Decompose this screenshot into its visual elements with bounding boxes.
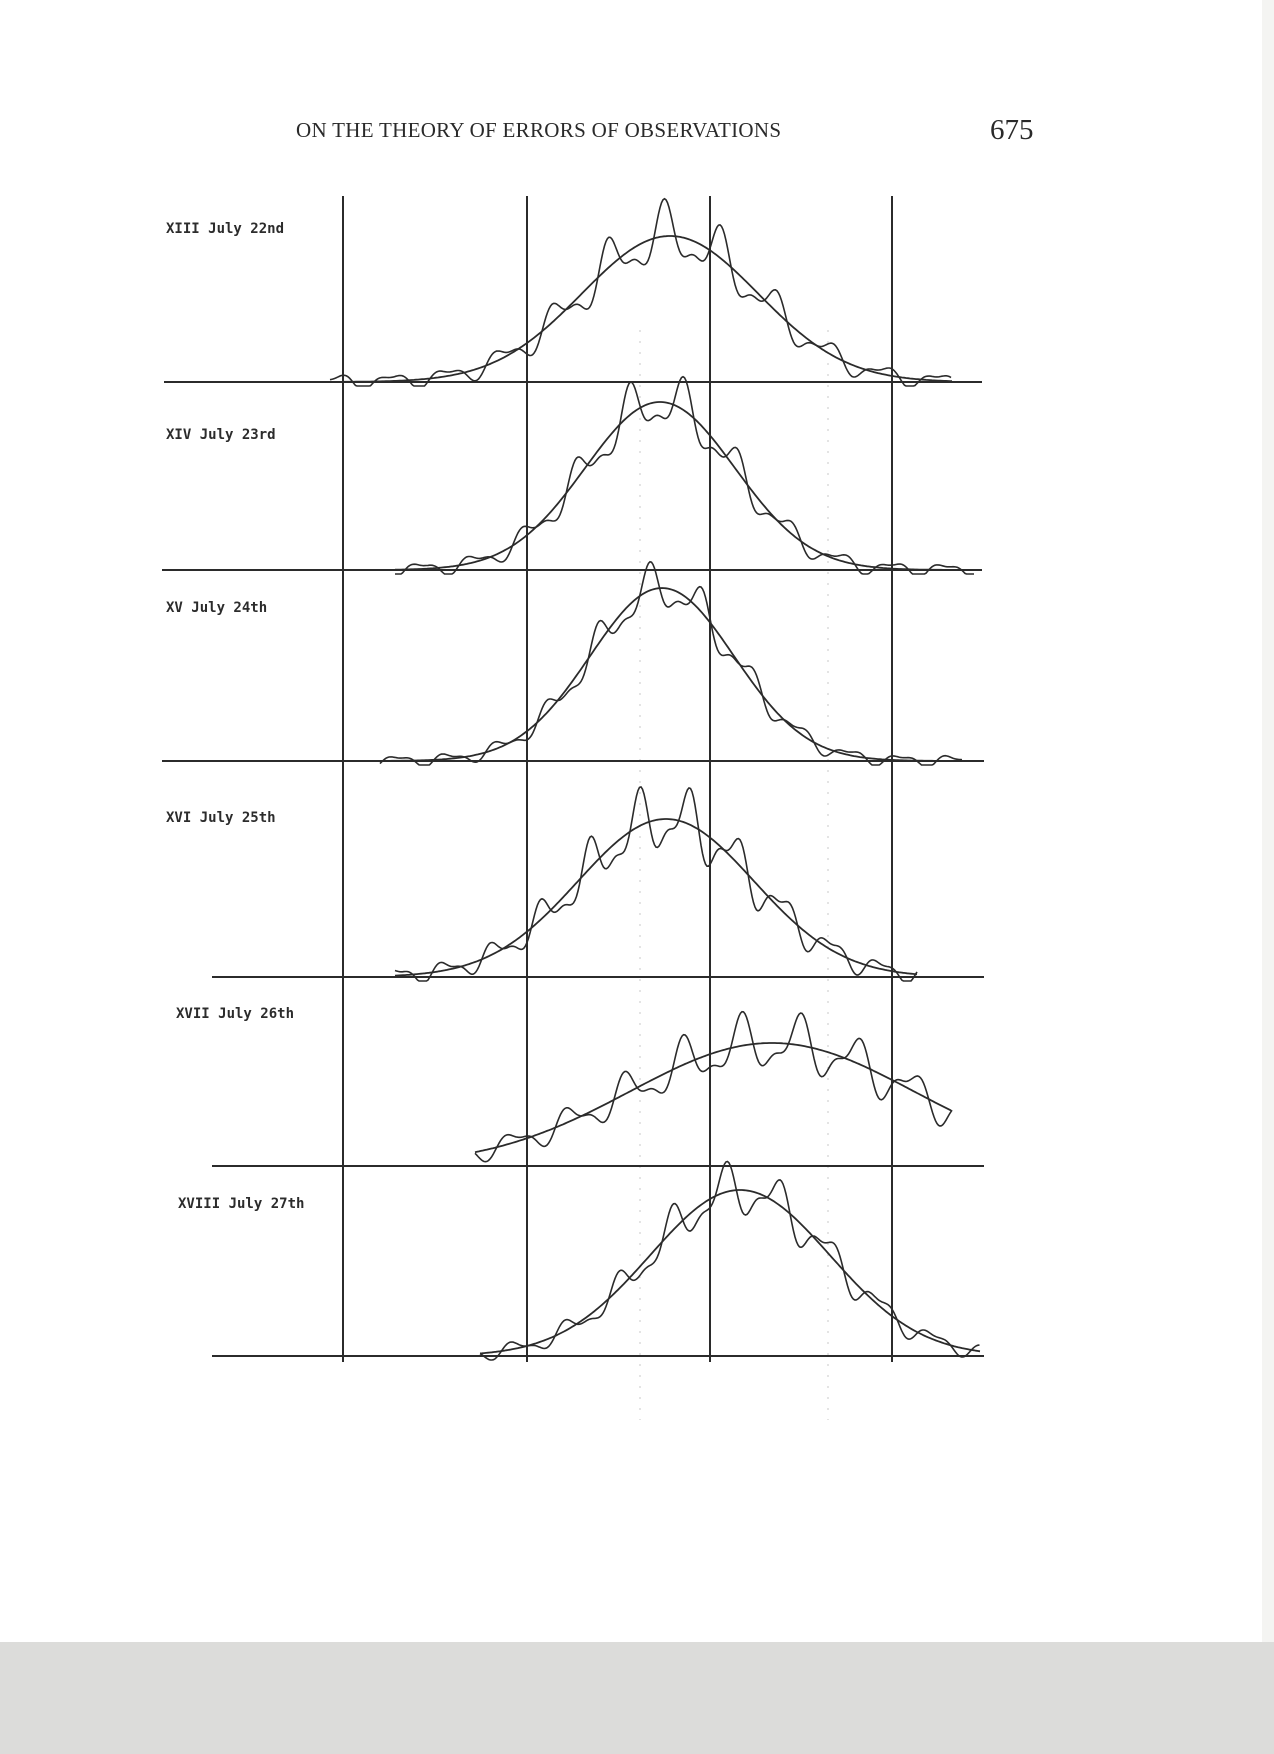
fitted-curve-xv: [380, 588, 962, 761]
running-title: ON THE THEORY OF ERRORS OF OBSERVATIONS: [296, 118, 782, 142]
panel-label-xviii: XVIII July 27th: [178, 1196, 305, 1212]
fitted-curve-xiv: [395, 402, 973, 570]
fitted-curve-xvi: [395, 819, 917, 976]
panel-label-xiii: XIII July 22nd: [166, 221, 285, 237]
fitted-curve-xviii: [480, 1190, 980, 1353]
observed-curve-xvii: [475, 1012, 952, 1162]
observed-curve-xvi: [395, 787, 917, 981]
observed-curve-xv: [380, 562, 962, 765]
panel-label-xvi: XVI July 25th: [166, 810, 276, 826]
panel-label-xv: XV July 24th: [166, 600, 268, 616]
page-number: 675: [990, 114, 1034, 146]
observed-curve-xiv: [395, 377, 974, 574]
observed-curve-xiii: [330, 199, 951, 386]
scan-edge-bottom: [0, 1642, 1274, 1754]
fitted-curve-xvii: [475, 1043, 951, 1152]
panel-label-xiv: XIV July 23rd: [166, 427, 276, 443]
panel-label-xvii: XVII July 26th: [176, 1006, 295, 1022]
fitted-curve-xiii: [330, 236, 952, 382]
